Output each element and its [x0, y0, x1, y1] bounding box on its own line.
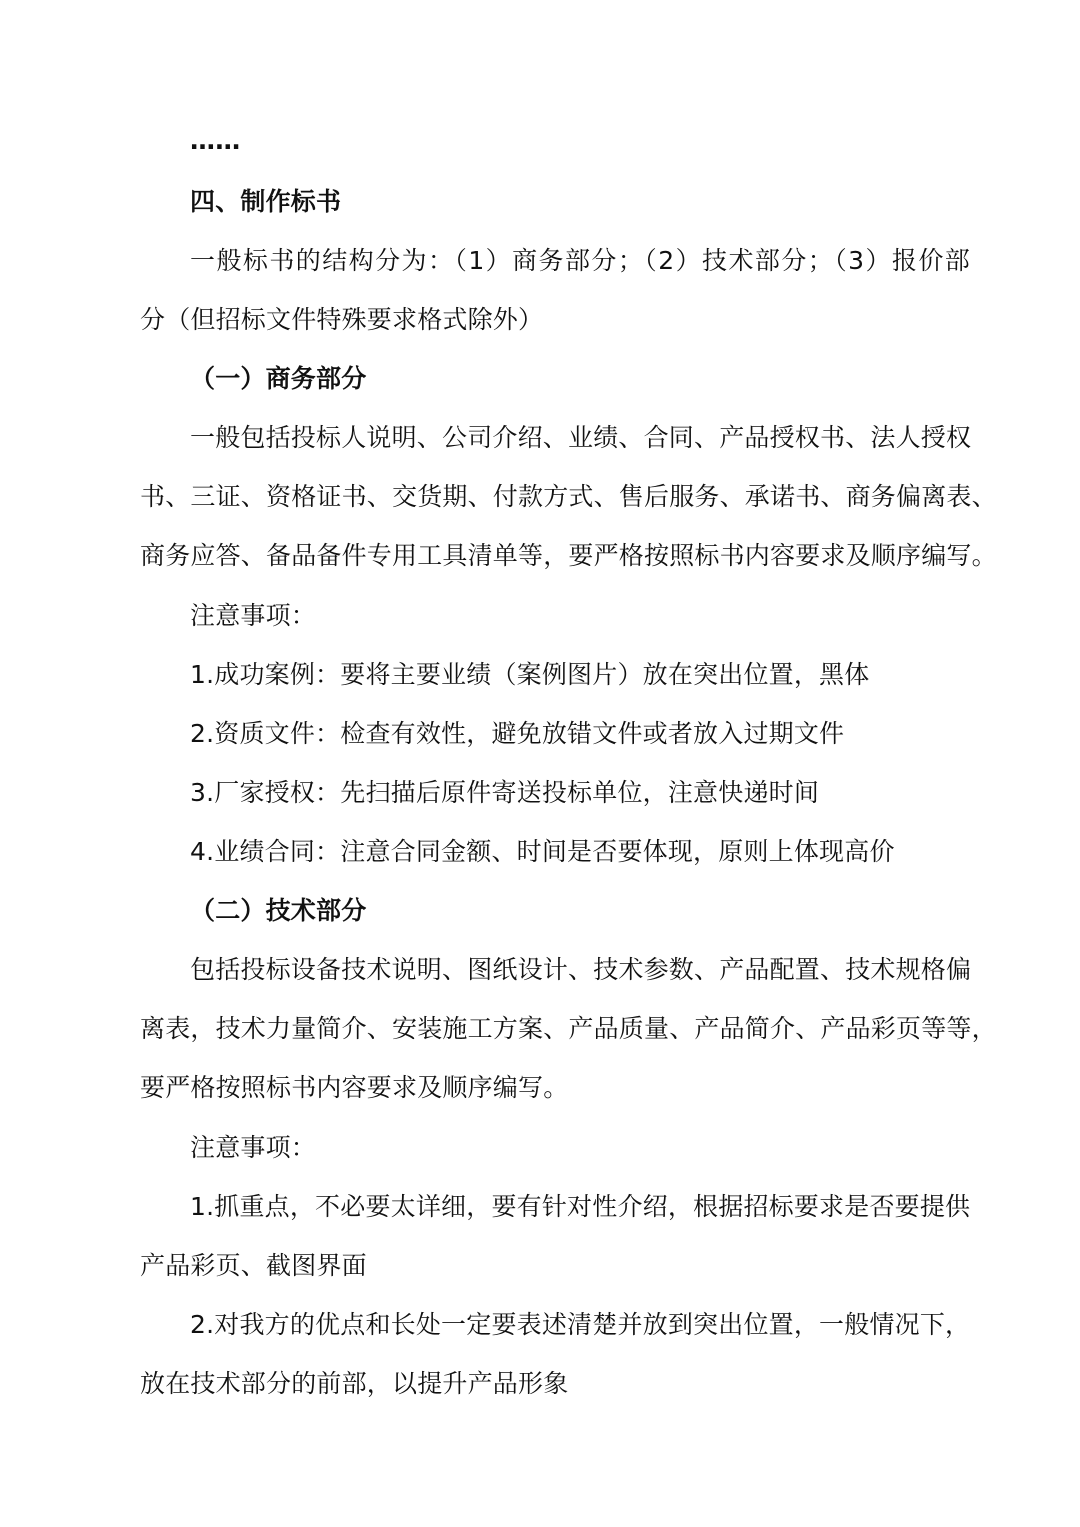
business-para-line-1: 一般包括投标人说明、公司介绍、业绩、合同、产品授权书、法人授权: [190, 423, 972, 452]
business-para-line-2: 书、三证、资格证书、交货期、付款方式、售后服务、承诺书、商务偏离表、: [140, 482, 997, 511]
technical-para-line-3: 要严格按照标书内容要求及顺序编写。: [140, 1073, 569, 1102]
technical-heading: （二）技术部分: [190, 896, 367, 925]
technical-note-2-line-1: 2.对我方的优点和长处一定要表述清楚并放到突出位置，一般情况下，: [190, 1310, 971, 1339]
section-title: 四、制作标书: [190, 187, 342, 216]
technical-para-line-2: 离表，技术力量简介、安装施工方案、产品质量、产品简介、产品彩页等等，: [140, 1014, 997, 1043]
business-para-line-3: 商务应答、备品备件专用工具清单等，要严格按照标书内容要求及顺序编写。: [140, 541, 997, 570]
business-note-1: 1.成功案例：要将主要业绩（案例图片）放在突出位置，黑体: [190, 660, 870, 689]
technical-notes-label: 注意事项：: [190, 1133, 317, 1162]
business-notes-label: 注意事项：: [190, 601, 317, 630]
business-heading: （一）商务部分: [190, 364, 367, 393]
intro-line-1: 一般标书的结构分为：（1）商务部分；（2）技术部分；（3）报价部: [190, 246, 970, 275]
technical-para-line-1: 包括投标设备技术说明、图纸设计、技术参数、产品配置、技术规格偏: [190, 955, 972, 984]
business-note-3: 3.厂家授权：先扫描后原件寄送投标单位，注意快递时间: [190, 778, 820, 807]
technical-note-2-line-2: 放在技术部分的前部，以提升产品形象: [140, 1369, 569, 1398]
intro-line-2: 分（但招标文件特殊要求格式除外）: [140, 305, 544, 334]
ellipsis: ……: [190, 126, 241, 155]
business-note-4: 4.业绩合同：注意合同金额、时间是否要体现，原则上体现高价: [190, 837, 895, 866]
technical-note-1-line-1: 1.抓重点，不必要太详细，要有针对性介绍，根据招标要求是否要提供: [190, 1192, 971, 1221]
business-note-2: 2.资质文件：检查有效性，避免放错文件或者放入过期文件: [190, 719, 845, 748]
technical-note-1-line-2: 产品彩页、截图界面: [140, 1251, 367, 1280]
